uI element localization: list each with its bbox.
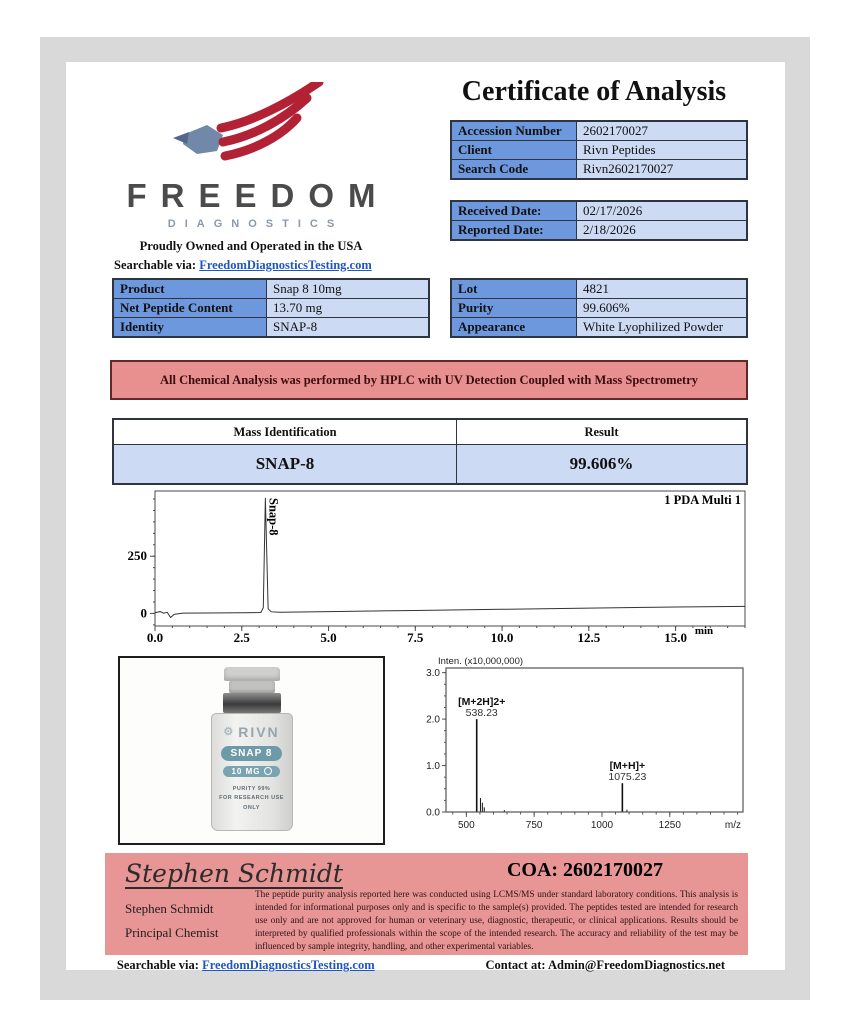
table-row	[451, 160, 747, 180]
svg-text:500: 500	[457, 820, 475, 831]
vial-label	[211, 713, 293, 831]
vial-cap	[224, 667, 280, 681]
svg-text:0.0: 0.0	[146, 630, 164, 645]
svg-text:Snap-8: Snap-8	[266, 498, 281, 536]
mass-spectrum-svg	[425, 655, 760, 850]
vial-brand: RIVN	[238, 723, 280, 740]
vial-photo-box	[118, 656, 385, 845]
cell-label: Purity	[451, 299, 577, 318]
accession-table	[450, 120, 748, 180]
cell-label: Received Date:	[451, 201, 577, 221]
svg-text:1075.23: 1075.23	[608, 771, 647, 784]
cell-label: Product	[113, 279, 267, 299]
cell-label: Lot	[451, 279, 577, 299]
mass-identification-table	[112, 418, 748, 485]
cell-label: Appearance	[451, 318, 577, 338]
disclaimer-text: The peptide purity analysis reported here was conducted using LCMS/MS under standard laboratory conditions. This analysis is intended for informational purposes only and is specific to the sample(s) provided. The peptides tested are intended for research use only and are not approved for human or veterinary use, diagnostic, therapeutic, or clinical applications. Results should be interpreted by qualified professionals within the scope of the intended research. The accuracy and reliability of the test may be influenced by sample integrity, handling, and other experimental variables.	[255, 890, 738, 953]
cell-value: 02/17/2026	[577, 201, 748, 221]
table-row	[113, 445, 747, 485]
svg-text:15.0: 15.0	[664, 630, 687, 645]
cell-value: 13.70 mg	[267, 299, 430, 318]
signer-title: Principal Chemist	[125, 925, 219, 940]
cell-label: Net Peptide Content	[113, 299, 267, 318]
table-row	[451, 141, 747, 160]
svg-text:2.5: 2.5	[233, 630, 250, 645]
svg-text:1250: 1250	[658, 820, 681, 831]
searchable-link[interactable]: FreedomDiagnosticsTesting.com	[199, 258, 372, 272]
searchable-label: Searchable via:	[114, 258, 197, 272]
method-banner	[110, 360, 748, 400]
svg-text:1 PDA Multi 1: 1 PDA Multi 1	[664, 493, 741, 507]
cell-value: 2/18/2026	[577, 221, 748, 241]
vial-photo	[197, 663, 307, 839]
method-banner-text: All Chemical Analysis was performed by HPLC with UV Detection Coupled with Mass Spectrometry	[159, 372, 699, 387]
cell-value: 99.606%	[457, 445, 748, 485]
table-row	[113, 318, 429, 338]
page-frame	[40, 37, 810, 1000]
rivn-gear-icon: ⚙	[223, 726, 236, 738]
signer-name: Stephen Schmidt	[125, 901, 214, 916]
cell-value: 4821	[577, 279, 748, 299]
vial-dose-text: 10 MG	[231, 766, 261, 776]
dose-circle-icon	[264, 767, 272, 775]
svg-text:10.0: 10.0	[490, 630, 514, 645]
eagle-logo-icon	[171, 82, 331, 174]
cell-label: Reported Date:	[451, 221, 577, 241]
svg-text:Inten. (x10,000,000): Inten. (x10,000,000)	[438, 656, 524, 667]
table-row	[451, 221, 747, 241]
vial-product-badge: SNAP 8	[221, 746, 283, 761]
cell-value: SNAP-8	[113, 445, 457, 485]
searchable-line	[114, 258, 372, 273]
svg-text:538.23: 538.23	[465, 707, 498, 720]
cell-value: Rivn2602170027	[577, 160, 748, 180]
vial-purity-line: PURITY 99%	[232, 785, 271, 792]
cell-value: 99.606%	[577, 299, 748, 318]
vial-use-line: FOR RESEARCH USE ONLY	[219, 795, 284, 812]
certificate-page	[66, 62, 785, 970]
dates-table	[450, 200, 748, 241]
table-row	[451, 299, 747, 318]
brand-subname: DIAGNOSTICS	[167, 218, 344, 230]
svg-text:5.0: 5.0	[320, 630, 337, 645]
svg-text:[M+H]+: [M+H]+	[609, 760, 646, 773]
svg-text:3.0: 3.0	[426, 668, 440, 680]
svg-text:0: 0	[140, 605, 147, 621]
page-title: Certificate of Analysis	[461, 76, 727, 107]
svg-text:0.0: 0.0	[426, 807, 440, 819]
table-row	[451, 318, 747, 338]
footer-searchable-label: Searchable via:	[116, 958, 199, 972]
cell-label: Accession Number	[451, 121, 577, 141]
svg-text:250: 250	[127, 548, 147, 564]
product-table	[112, 278, 430, 338]
logo-block	[86, 82, 416, 230]
cell-label: Client	[451, 141, 577, 160]
footer-searchable	[66, 958, 426, 973]
svg-text:m/z: m/z	[724, 820, 741, 831]
footer	[66, 958, 785, 973]
coa-number: COA: 2602170027	[506, 859, 664, 881]
column-header: Result	[457, 419, 748, 445]
tagline: Proudly Owned and Operated in the USA	[139, 239, 363, 253]
table-row	[451, 121, 747, 141]
svg-text:min: min	[694, 625, 714, 637]
vial-cap-lower	[229, 681, 275, 693]
vial-crimp-seal	[223, 693, 281, 713]
svg-text:2.0: 2.0	[426, 714, 440, 726]
svg-text:1.0: 1.0	[426, 761, 440, 773]
signature-script: Stephen Schmidt	[125, 859, 343, 888]
cell-value: White Lyophilized Powder	[577, 318, 748, 338]
table-row	[451, 201, 747, 221]
cell-value: Snap 8 10mg	[267, 279, 430, 299]
vial-dose-badge	[223, 766, 279, 777]
cell-value: 2602170027	[577, 121, 748, 141]
cell-value: Rivn Peptides	[577, 141, 748, 160]
svg-text:[M+2H]2+: [M+2H]2+	[458, 696, 506, 709]
footer-searchable-link[interactable]: FreedomDiagnosticsTesting.com	[202, 958, 375, 972]
footer-contact: Contact at: Admin@FreedomDiagnostics.net	[485, 958, 725, 972]
table-header-row	[113, 419, 747, 445]
cell-label: Identity	[113, 318, 267, 338]
svg-text:7.5: 7.5	[407, 630, 424, 645]
column-header: Mass Identification	[113, 419, 457, 445]
table-row	[113, 299, 429, 318]
svg-text:750: 750	[525, 820, 543, 831]
brand-name: FREEDOM	[126, 177, 390, 214]
svg-text:1000: 1000	[590, 820, 614, 831]
cell-label: Search Code	[451, 160, 577, 180]
svg-text:12.5: 12.5	[577, 630, 601, 645]
signature-block	[105, 853, 748, 955]
table-row	[113, 279, 429, 299]
table-row	[451, 279, 747, 299]
cell-value: SNAP-8	[267, 318, 430, 338]
lot-table	[450, 278, 748, 338]
hplc-chromatogram-svg	[112, 486, 772, 646]
